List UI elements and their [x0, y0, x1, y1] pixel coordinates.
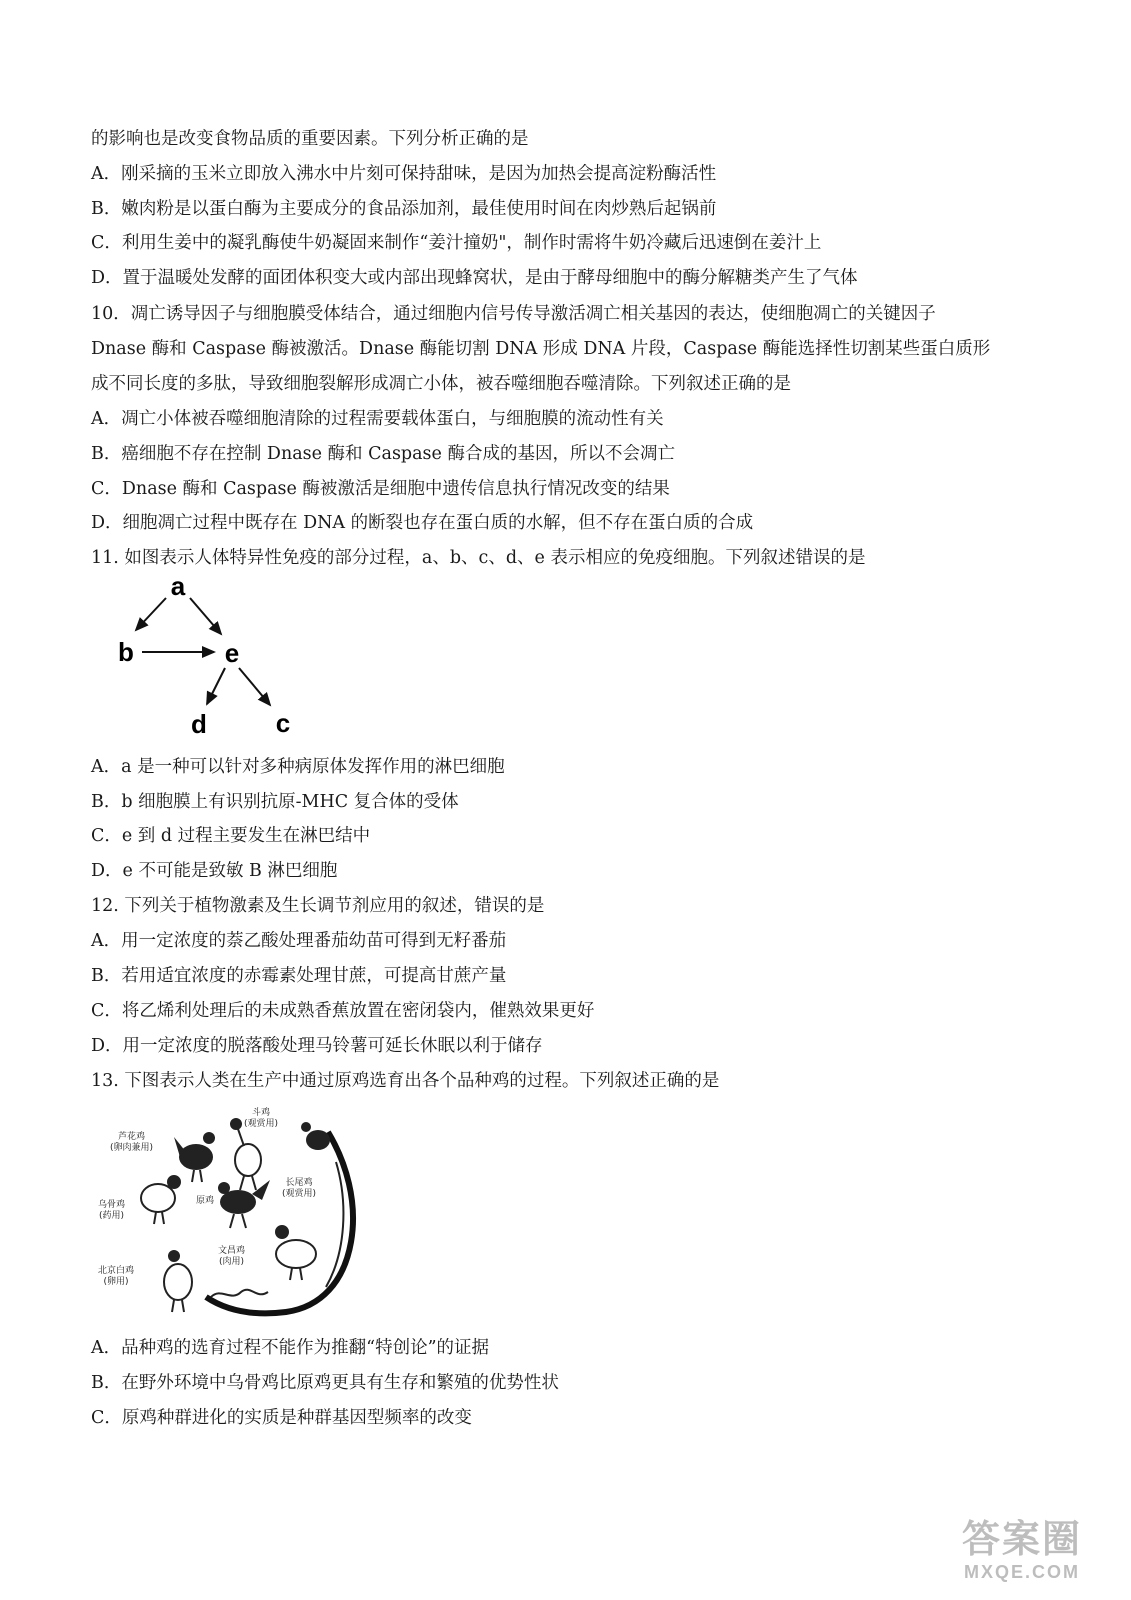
option-c: C．e 到 d 过程主要发生在淋巴结中 — [91, 826, 371, 846]
question-13: 13. 下图表示人类在生产中通过原鸡选育出各个品种鸡的过程。下列叙述正确的是 — [91, 1071, 720, 1091]
option-d: D．用一定浓度的脱落酸处理马铃薯可延长休眠以利于储存 — [91, 1036, 543, 1056]
label-wenchang: 文昌鸡 (肉用) — [218, 1246, 246, 1267]
question-12: 12. 下列关于植物激素及生长调节剂应用的叙述，错误的是 — [91, 896, 545, 916]
option-b: B．癌细胞不存在控制 Dnase 酶和 Caspase 酶合成的基因，所以不会凋亡 — [91, 444, 675, 464]
option-a: A．刚采摘的玉米立即放入沸水中片刻可保持甜味，是因为加热会提高淀粉酶活性 — [91, 164, 717, 184]
option-d: D．e 不可能是致敏 B 淋巴细胞 — [91, 861, 338, 881]
chicken-wenchang-drawing — [276, 1226, 316, 1280]
text-line: 成不同长度的多肽，导致细胞裂解形成凋亡小体，被吞噬细胞吞噬清除。下列叙述正确的是 — [91, 374, 791, 394]
option-c: C．将乙烯利处理后的未成熟香蕉放置在密闭袋内，催熟效果更好 — [91, 1001, 595, 1021]
option-d: D．细胞凋亡过程中既存在 DNA 的断裂也存在蛋白质的水解，但不存在蛋白质的合成 — [91, 513, 754, 533]
arrow-a-to-b — [136, 598, 166, 630]
node-e: e — [224, 638, 240, 668]
arrow-e-to-d — [207, 668, 225, 704]
label-beijing: 北京白鸡 (卵用) — [98, 1266, 135, 1287]
label-wugu: 乌骨鸡 (药用) — [98, 1200, 126, 1221]
chicken-yuanji-drawing — [218, 1180, 270, 1228]
text-line: Dnase 酶和 Caspase 酶被激活。Dnase 酶能切割 DNA 形成 DNA 片段，Caspase 酶能选择性切割某些蛋白质形 — [91, 339, 991, 359]
option-b: B．嫩肉粉是以蛋白酶为主要成分的食品添加剂，最佳使用时间在肉炒熟后起锅前 — [91, 199, 717, 219]
node-d: d — [191, 709, 207, 739]
question-10: 10．凋亡诱导因子与细胞膜受体结合，通过细胞内信号传导激活凋亡相关基因的表达，使细胞凋亡的关键因子 — [91, 304, 936, 324]
option-a: A．凋亡小体被吞噬细胞清除的过程需要载体蛋白，与细胞膜的流动性有关 — [91, 409, 664, 429]
option-d: D．置于温暖处发酵的面团体积变大或内部出现蜂窝状，是由于酵母细胞中的酶分解糖类产生了气体 — [91, 268, 858, 288]
chicken-wugu-drawing — [141, 1176, 180, 1224]
text-line: 的影响也是改变食物品质的重要因素。下列分析正确的是 — [91, 129, 529, 149]
chicken-changwei-drawing — [301, 1122, 330, 1150]
node-c: c — [275, 708, 291, 738]
option-b: B．b 细胞膜上有识别抗原-MHC 复合体的受体 — [91, 792, 459, 812]
option-c: C．原鸡种群进化的实质是种群基因型频率的改变 — [91, 1408, 472, 1428]
chicken-breeds-figure — [96, 1102, 366, 1324]
option-a: A．用一定浓度的萘乙酸处理番茄幼苗可得到无籽番茄 — [91, 931, 507, 951]
watermark-site: MXQE.COM — [963, 1562, 1080, 1582]
chicken-luhua-drawing — [174, 1132, 215, 1182]
option-b: B．在野外环境中乌骨鸡比原鸡更具有生存和繁殖的优势性状 — [91, 1373, 559, 1393]
label-douji: 斗鸡 (观赏用) — [244, 1108, 279, 1129]
watermark-logo: 答案圈 — [961, 1519, 1082, 1561]
label-changwei: 长尾鸡 (观赏用) — [282, 1178, 317, 1199]
arrow-a-to-e — [190, 598, 221, 634]
watermark — [927, 1518, 1117, 1582]
immune-process-diagram — [108, 572, 308, 752]
node-a: a — [170, 572, 186, 601]
label-luhua: 芦花鸡 (卵肉兼用) — [110, 1132, 154, 1153]
option-b: B．若用适宜浓度的赤霉素处理甘蔗，可提高甘蔗产量 — [91, 966, 507, 986]
node-b: b — [118, 637, 134, 667]
label-yuanji: 原鸡 — [196, 1196, 215, 1206]
option-c: C．利用生姜中的凝乳酶使牛奶凝固来制作“姜汁撞奶"，制作时需将牛奶冷藏后迅速倒在姜汁上 — [91, 233, 822, 253]
arrow-e-to-c — [239, 668, 270, 705]
option-a: A．品种鸡的选育过程不能作为推翻“特创论”的证据 — [91, 1338, 490, 1358]
option-a: A．a 是一种可以针对多种病原体发挥作用的淋巴细胞 — [91, 757, 505, 777]
long-tail-drawing — [206, 1132, 353, 1313]
option-c: C．Dnase 酶和 Caspase 酶被激活是细胞中遗传信息执行情况改变的结果 — [91, 479, 670, 499]
question-11: 11. 如图表示人体特异性免疫的部分过程，a、b、c、d、e 表示相应的免疫细胞。下列叙述错误的是 — [91, 548, 866, 568]
chicken-beijing-drawing — [164, 1251, 192, 1312]
